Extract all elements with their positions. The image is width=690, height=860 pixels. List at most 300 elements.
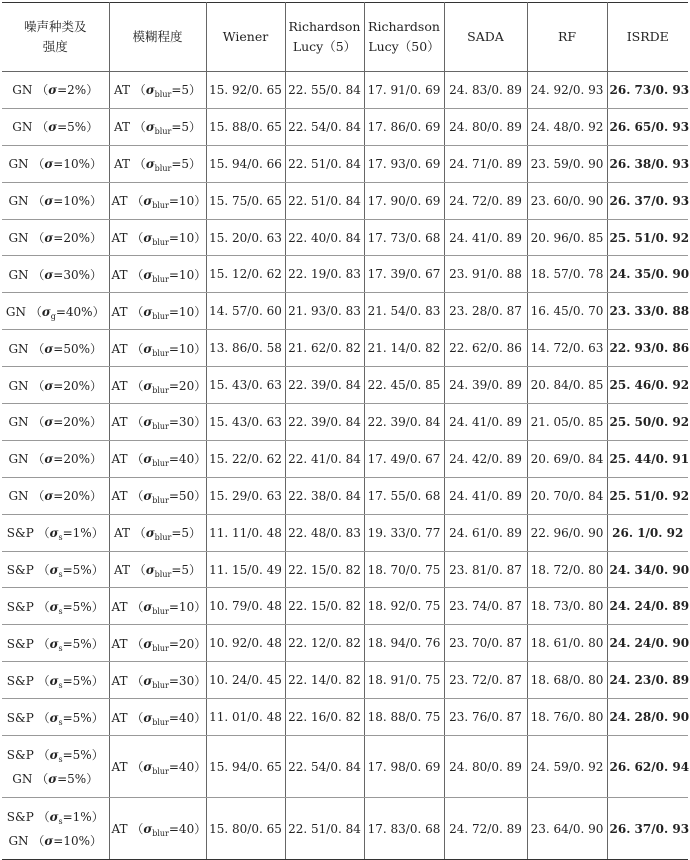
noise-param-value: =20% [53,415,90,430]
score-rl50: 17. 86/0. 69 [364,108,444,145]
noise-param-value: =2% [57,83,87,98]
score-wiener: 15. 80/0. 65 [206,798,285,860]
noise-type: S&P [6,747,34,762]
score-isrde: 25. 51/0. 92 [607,219,688,256]
noise-param-value: =30% [53,267,90,282]
blur-cell [109,477,206,514]
noise-param-close-paren: ） [90,378,103,393]
noise-param-sigma: σ [44,267,54,282]
noise-param-subscript: s [58,606,63,616]
noise-cell [2,404,109,441]
score-rl50: 17. 49/0. 67 [364,440,444,477]
score-sada: 23. 74/0. 87 [444,588,527,625]
table-row [2,440,688,477]
blur-subscript: blur [152,680,169,690]
blur-value: =40 [168,710,195,725]
blur-value: =10 [168,267,195,282]
blur-cell [109,551,206,588]
blur-value: =20 [168,636,195,651]
score-isrde: 24. 34/0. 90 [607,551,688,588]
blur-cell [109,625,206,662]
blur-type: AT [113,83,130,98]
noise-cell [2,256,109,293]
score-sada: 24. 71/0. 89 [444,145,527,182]
score-rl5: 22. 12/0. 82 [285,625,364,662]
score-rl50: 17. 83/0. 68 [364,798,444,860]
noise-param-sigma: σ [49,809,59,824]
noise-param-open-paren: （ [32,267,45,282]
noise-cell [2,514,109,551]
blur-value: =40 [168,822,195,837]
noise-param-value: =10% [53,157,90,172]
noise-param-open-paren: （ [37,599,50,614]
score-wiener: 15. 94/0. 65 [206,736,285,798]
score-isrde: 26. 37/0. 93 [607,182,688,219]
score-isrde: 26. 73/0. 93 [607,72,688,109]
blur-open-paren: （ [131,636,144,651]
score-rl5: 22. 39/0. 84 [285,404,364,441]
blur-subscript: blur [152,643,169,653]
noise-param-sigma: σ [48,120,58,135]
noise-param-open-paren: （ [32,341,45,356]
noise-param-open-paren: （ [37,673,50,688]
table-row [2,625,688,662]
score-rl5: 22. 14/0. 82 [285,662,364,699]
noise-param-open-paren: （ [32,452,45,467]
blur-type: AT [111,267,128,282]
table-row [2,219,688,256]
noise-param-sigma: σ [49,526,59,541]
table-row [2,551,688,588]
blur-cell [109,404,206,441]
blur-value: =5 [171,157,190,172]
blur-subscript: blur [154,570,172,580]
blur-type: AT [111,673,128,688]
table-row [2,293,688,330]
noise-cell [2,662,109,699]
noise-param-subscript: s [58,717,63,727]
blur-cell [109,330,206,367]
blur-subscript: blur [154,90,172,100]
score-sada: 24. 72/0. 89 [444,182,527,219]
noise-param-value: =5% [62,563,92,578]
score-rl5: 22. 15/0. 82 [285,588,364,625]
noise-param-open-paren: （ [32,833,45,848]
noise-param-sigma: σ [48,771,58,786]
blur-value: =10 [168,231,195,245]
score-rl50: 18. 88/0. 75 [364,699,444,736]
blur-type: AT [111,822,128,837]
noise-type: S&P [6,563,34,578]
noise-param-close-paren: ） [91,673,104,688]
noise-param-open-paren: （ [32,415,45,430]
blur-type: AT [113,120,130,135]
noise-param-value: =5% [62,636,92,651]
blur-sigma: σ [143,378,153,393]
header-rl5-line2: Lucy（5） [292,39,357,54]
noise-param-subscript: s [58,533,63,543]
score-rl50: 17. 93/0. 69 [364,145,444,182]
noise-param-sigma: σ [44,833,54,848]
blur-cell [109,145,206,182]
header-rl50-line1: Richardson [368,19,440,34]
noise-param-open-paren: （ [37,563,50,578]
noise-type: GN [8,489,29,504]
score-isrde: 26. 62/0. 94 [607,736,688,798]
blur-cell [109,514,206,551]
noise-type: S&P [6,673,34,688]
score-wiener: 14. 57/0. 60 [206,293,285,330]
blur-sigma: σ [145,83,155,98]
score-sada: 23. 81/0. 87 [444,551,527,588]
noise-param-open-paren: （ [37,636,50,651]
score-sada: 24. 61/0. 89 [444,514,527,551]
blur-subscript: blur [154,127,172,137]
noise-param-close-paren: ） [90,489,103,504]
score-rl50: 17. 91/0. 69 [364,72,444,109]
noise-cell [2,625,109,662]
noise-param-open-paren: （ [37,809,50,824]
noise-param-close-paren: ） [90,452,103,467]
noise-param-sigma: σ [49,563,59,578]
noise-cell [2,72,109,109]
blur-sigma: σ [143,452,153,467]
noise-param-sigma: σ [44,378,54,393]
score-rf: 18. 61/0. 80 [527,625,607,662]
blur-value: =30 [168,673,195,688]
score-rf: 23. 60/0. 90 [527,182,607,219]
table-row [2,367,688,404]
blur-subscript: blur [152,606,169,616]
noise-param-subscript: s [58,570,63,580]
noise-type: S&P [6,526,34,541]
noise-param-value: =20% [53,452,90,467]
score-rl5: 22. 48/0. 83 [285,514,364,551]
table-row [2,514,688,551]
blur-subscript: blur [152,717,169,727]
noise-cell [2,798,109,860]
score-sada: 24. 42/0. 89 [444,440,527,477]
score-rl5: 22. 41/0. 84 [285,440,364,477]
blur-value: =5 [171,526,190,541]
blur-type: AT [111,341,128,356]
blur-close-paren: ） [194,415,207,430]
blur-open-paren: （ [131,194,144,209]
noise-param-sigma: σ [49,710,59,725]
score-rl5: 21. 93/0. 83 [285,293,364,330]
score-rf: 24. 59/0. 92 [527,736,607,798]
score-wiener: 15. 88/0. 65 [206,108,285,145]
noise-type: S&P [6,636,34,651]
blur-close-paren: ） [194,267,207,282]
noise-cell [2,293,109,330]
blur-type: AT [111,760,128,775]
blur-cell [109,736,206,798]
blur-open-paren: （ [131,378,144,393]
blur-close-paren: ） [194,341,207,356]
score-sada: 23. 70/0. 87 [444,625,527,662]
blur-subscript: blur [152,496,169,506]
header-rl50-line2: Lucy（50） [368,39,440,54]
score-rl50: 17. 90/0. 69 [364,182,444,219]
noise-param-open-paren: （ [32,489,45,504]
blur-type: AT [111,231,128,245]
score-isrde: 25. 46/0. 92 [607,367,688,404]
noise-param-value: =5% [57,771,87,786]
noise-param-value: =5% [62,599,92,614]
score-rf: 24. 48/0. 92 [527,108,607,145]
score-rl5: 22. 54/0. 84 [285,108,364,145]
blur-value: =30 [168,415,195,430]
blur-cell [109,588,206,625]
noise-type: GN [8,231,29,245]
noise-cell [2,330,109,367]
blur-type: AT [111,599,128,614]
noise-param-close-paren: ） [90,231,103,245]
noise-param-sigma: σ [44,415,54,430]
score-isrde: 26. 38/0. 93 [607,145,688,182]
table-row [2,736,688,798]
score-sada: 24. 41/0. 89 [444,477,527,514]
score-rl5: 22. 38/0. 84 [285,477,364,514]
noise-param-value: =10% [53,833,90,848]
noise-param-sigma: σ [49,673,59,688]
blur-cell [109,256,206,293]
score-wiener: 11. 15/0. 49 [206,551,285,588]
blur-sigma: σ [143,599,153,614]
blur-value: =10 [168,341,195,356]
blur-open-paren: （ [133,563,146,578]
blur-subscript: blur [152,311,169,321]
blur-close-paren: ） [194,194,207,209]
noise-type: S&P [6,809,34,824]
header-blur-level: 模糊程度 [109,3,206,72]
blur-type: AT [111,194,128,209]
score-sada: 24. 80/0. 89 [444,108,527,145]
noise-param-open-paren: （ [36,83,49,98]
score-isrde: 26. 65/0. 93 [607,108,688,145]
noise-param-sigma: σ [41,304,51,319]
blur-value: =5 [171,120,190,135]
score-isrde: 24. 24/0. 90 [607,625,688,662]
blur-sigma: σ [143,304,153,319]
blur-value: =40 [168,452,195,467]
score-rl50: 18. 92/0. 75 [364,588,444,625]
blur-close-paren: ） [194,231,207,245]
blur-open-paren: （ [131,489,144,504]
noise-param-open-paren: （ [37,747,50,762]
blur-subscript: blur [152,767,169,777]
noise-cell [2,367,109,404]
blur-open-paren: （ [131,452,144,467]
noise-param-sigma: σ [48,83,58,98]
noise-cell [2,219,109,256]
score-sada: 23. 91/0. 88 [444,256,527,293]
blur-subscript: blur [154,164,172,174]
score-wiener: 15. 22/0. 62 [206,440,285,477]
blur-subscript: blur [152,201,169,211]
score-rf: 20. 84/0. 85 [527,367,607,404]
noise-cell [2,108,109,145]
blur-subscript: blur [152,829,169,839]
noise-param-close-paren: ） [90,267,103,282]
blur-open-paren: （ [131,673,144,688]
blur-sigma: σ [145,157,155,172]
score-wiener: 15. 12/0. 62 [206,256,285,293]
score-sada: 24. 80/0. 89 [444,736,527,798]
blur-sigma: σ [143,267,153,282]
blur-open-paren: （ [131,267,144,282]
noise-type: GN [8,341,29,356]
table-body [2,72,688,860]
score-sada: 24. 41/0. 89 [444,404,527,441]
blur-sigma: σ [143,760,153,775]
noise-param-sigma: σ [49,747,59,762]
score-rf: 21. 05/0. 85 [527,404,607,441]
score-rl50: 18. 91/0. 75 [364,662,444,699]
score-rf: 23. 59/0. 90 [527,145,607,182]
score-rl50: 22. 39/0. 84 [364,404,444,441]
blur-close-paren: ） [194,304,207,319]
table-row [2,145,688,182]
noise-param-value: =5% [62,747,92,762]
header-richardson-lucy-50 [364,3,444,72]
noise-param-open-paren: （ [29,304,42,319]
noise-param-value: =5% [57,120,87,135]
blur-open-paren: （ [131,710,144,725]
score-wiener: 15. 75/0. 65 [206,182,285,219]
noise-param-value: =40% [55,304,93,319]
score-rf: 18. 57/0. 78 [527,256,607,293]
blur-open-paren: （ [131,341,144,356]
score-rl5: 22. 51/0. 84 [285,182,364,219]
score-isrde: 26. 1/0. 92 [607,514,688,551]
noise-param-sigma: σ [44,341,54,356]
blur-subscript: blur [152,459,169,469]
score-rf: 22. 96/0. 90 [527,514,607,551]
blur-sigma: σ [143,231,153,245]
blur-close-paren: ） [189,120,202,135]
blur-close-paren: ） [189,83,202,98]
score-rf: 18. 73/0. 80 [527,588,607,625]
score-isrde: 26. 37/0. 93 [607,798,688,860]
score-rf: 18. 68/0. 80 [527,662,607,699]
score-rl5: 22. 40/0. 84 [285,219,364,256]
score-isrde: 25. 50/0. 92 [607,404,688,441]
table-row [2,798,688,860]
blur-close-paren: ） [189,563,202,578]
noise-type: S&P [6,710,34,725]
blur-sigma: σ [143,822,153,837]
score-rf: 16. 45/0. 70 [527,293,607,330]
noise-type: GN [8,378,29,393]
noise-param-value: =5% [62,673,92,688]
noise-param-subscript: s [58,643,63,653]
score-rl50: 18. 70/0. 75 [364,551,444,588]
table-row [2,662,688,699]
table-row [2,72,688,109]
noise-param-close-paren: ） [86,771,99,786]
blur-open-paren: （ [131,304,144,319]
noise-param-subscript: s [58,816,63,826]
blur-close-paren: ） [194,673,207,688]
table-row [2,182,688,219]
blur-value: =50 [168,489,195,504]
score-rf: 23. 64/0. 90 [527,798,607,860]
blur-value: =40 [168,760,195,775]
blur-type: AT [113,157,130,172]
noise-param-close-paren: ） [91,563,104,578]
noise-type: GN [12,771,33,786]
blur-sigma: σ [143,489,153,504]
noise-param-value: =5% [62,710,92,725]
noise-param-sigma: σ [44,489,54,504]
noise-param-subscript: g [50,311,56,321]
score-rl5: 22. 51/0. 84 [285,145,364,182]
blur-open-paren: （ [133,157,146,172]
table-row [2,588,688,625]
noise-param-open-paren: （ [37,526,50,541]
noise-param-value: =10% [53,194,90,209]
noise-param-close-paren: ） [91,747,104,762]
noise-param-value: =1% [62,809,92,824]
header-isrde: ISRDE [607,3,688,72]
blur-sigma: σ [145,526,155,541]
blur-value: =10 [168,599,195,614]
blur-cell [109,367,206,404]
blur-close-paren: ） [189,157,202,172]
blur-cell [109,662,206,699]
blur-cell [109,108,206,145]
blur-close-paren: ） [194,452,207,467]
score-rl50: 19. 33/0. 77 [364,514,444,551]
noise-param-close-paren: ） [90,341,103,356]
score-isrde: 23. 33/0. 88 [607,293,688,330]
noise-param-close-paren: ） [90,194,103,209]
blur-type: AT [111,378,128,393]
score-wiener: 10. 24/0. 45 [206,662,285,699]
score-sada: 23. 72/0. 87 [444,662,527,699]
noise-param-close-paren: ） [86,120,99,135]
score-rl50: 17. 98/0. 69 [364,736,444,798]
blur-close-paren: ） [194,599,207,614]
score-rl50: 21. 14/0. 82 [364,330,444,367]
blur-open-paren: （ [131,415,144,430]
score-wiener: 15. 20/0. 63 [206,219,285,256]
noise-cell [2,699,109,736]
noise-type: GN [8,267,29,282]
table-row [2,330,688,367]
score-rl5: 22. 16/0. 82 [285,699,364,736]
blur-close-paren: ） [194,760,207,775]
blur-subscript: blur [152,238,169,247]
noise-param-sigma: σ [44,194,54,209]
header-rl5-line1: Richardson [288,19,361,34]
noise-param-open-paren: （ [32,194,45,209]
noise-cell [2,551,109,588]
blur-type: AT [111,710,128,725]
score-isrde: 24. 23/0. 89 [607,662,688,699]
noise-param-value: =1% [62,526,92,541]
score-rl5: 22. 39/0. 84 [285,367,364,404]
noise-type: GN [8,833,29,848]
header-noise-line2: 强度 [42,39,68,54]
blur-cell [109,219,206,256]
noise-cell [2,736,109,798]
score-rl50: 18. 94/0. 76 [364,625,444,662]
score-wiener: 10. 79/0. 48 [206,588,285,625]
score-rl5: 21. 62/0. 82 [285,330,364,367]
